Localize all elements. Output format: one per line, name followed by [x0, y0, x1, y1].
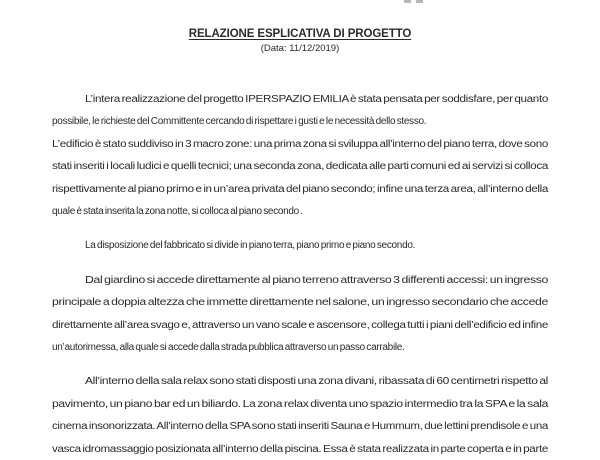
- text-line: [52, 89, 548, 111]
- document-title: RELAZIONE ESPLICATIVA DI PROGETTO: [188, 28, 412, 40]
- text-line-content: L’intera realizzazione del progetto IPERSPAZIO EMILIA è stata pensata per soddisfare, per quanto: [85, 94, 549, 105]
- text-line: [52, 235, 548, 257]
- text-line: [52, 292, 548, 314]
- text-line-content: un’autorimessa, alla quale si accede dalla strada pubblica attraverso un passo carrabile.: [52, 342, 405, 354]
- text-line-content: vasca idromassaggio posizionata all’interno della piscina. Essa è stata realizzata in parte coperta e in parte: [52, 443, 549, 455]
- text-line: [52, 337, 548, 359]
- text-line-content: rispettivamente al piano primo e in un’area privata del piano secondo; infine una terza area, all’interno della: [52, 183, 549, 195]
- text-line-content: principale a doppia altezza che immette direttamente nel salone, un ingresso secondario che accede: [52, 297, 549, 309]
- text-line: [52, 156, 548, 178]
- text-line: [52, 134, 548, 156]
- paragraph-disposizione: [52, 235, 548, 257]
- text-line-content: quale è stata inserita la zona notte, si colloca al piano secondo .: [52, 206, 303, 218]
- text-line: [52, 315, 548, 337]
- text-line: [52, 439, 548, 460]
- text-line: [52, 371, 548, 393]
- document-body: [52, 89, 548, 460]
- text-line: [52, 111, 548, 133]
- text-line: [52, 394, 548, 416]
- paragraph-sala-relax: [52, 371, 548, 460]
- text-line-content: possibile, le richieste del Committente cercando di rispettare i gusti e le necessità dello stesso.: [52, 116, 427, 128]
- text-line-content: Dal giardino si accede direttamente al piano terreno attraverso 3 differenti accessi: un ingresso: [85, 274, 548, 286]
- page-header: [0, 27, 600, 54]
- text-line-content: L’edificio è stato suddiviso in 3 macro zone: una prima zona si sviluppa all’interno del piano terra, dove sono: [52, 138, 549, 150]
- text-line-content: direttamente all’area svago e, attraverso un vano scale e ascensore, collega tutti i piani dell’edificio ed infine: [52, 319, 548, 331]
- cutoff-header-artifact: [404, 0, 411, 3]
- text-line-content: La disposizione del fabbricato si divide in piano terra, piano primo e piano secondo.: [85, 240, 416, 252]
- text-line: [52, 179, 548, 201]
- text-line-content: pavimento, un piano bar ed un biliardo. La zona relax diventa uno spazio intermedio tra la SPA e la sala: [52, 398, 548, 410]
- text-line: [52, 270, 548, 292]
- paragraph-intro: [52, 89, 548, 134]
- document-date: (Data: 11/12/2019): [260, 43, 340, 54]
- paragraph-accessi: [52, 270, 548, 360]
- text-line: [52, 416, 548, 438]
- text-line-content: stati inseriti i locali ludici e quelli tecnici; una seconda zona, dedicata alle parti comuni ed ai servizi si colloca: [52, 161, 549, 173]
- paragraph-zone: [52, 134, 548, 224]
- text-line-content: cinema insonorizzata. All’interno della SPA sono stati inseriti Sauna e Hummum, due lettini prendisole e una: [52, 421, 548, 433]
- text-line-content: All’interno della sala relax sono stati disposti una zona divani, ribassata di 60 centimetri rispetto al: [85, 376, 548, 388]
- text-line: [52, 201, 548, 223]
